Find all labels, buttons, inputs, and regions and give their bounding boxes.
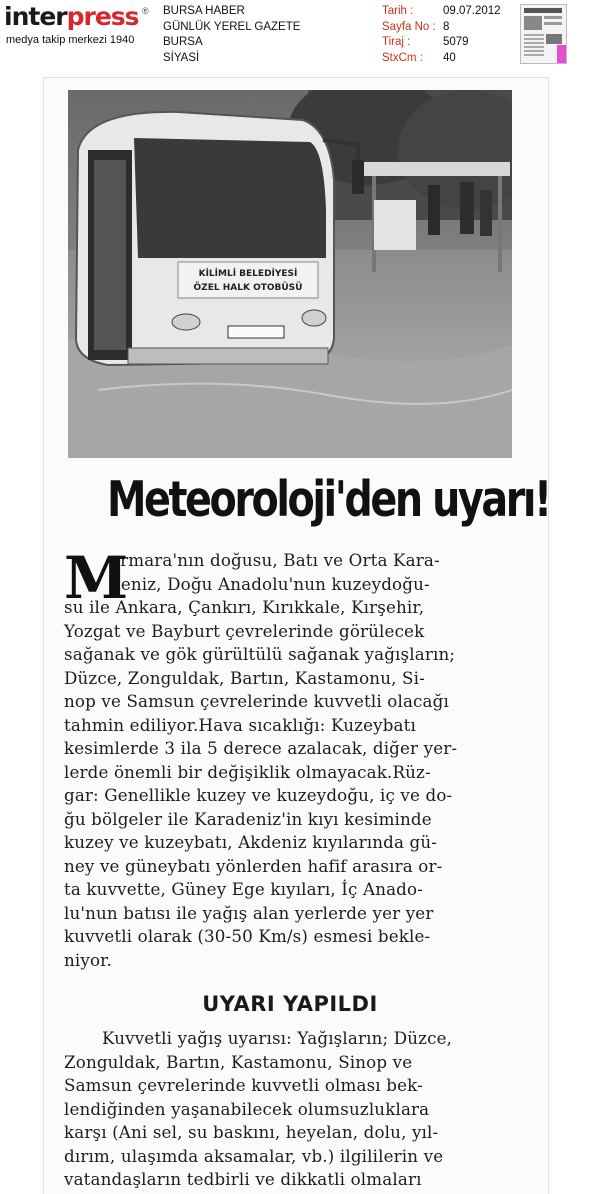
meta-labels	[382, 4, 436, 66]
date-label: Tarih :	[382, 5, 414, 17]
body-line: ta kuvvette, Güney Ege kıyıları, İç Anado-	[64, 879, 424, 899]
body-line: gar: Genellikle kuzey ve kuzeydoğu, iç ve do-	[64, 785, 453, 805]
logo-registered-mark: ®	[142, 6, 149, 16]
source-city: BURSA	[163, 36, 203, 48]
body-line: Kuvvetli yağış uyarısı: Yağışların; Düzce,	[102, 1028, 453, 1048]
headline: Meteoroloji'den uyarı!	[106, 471, 550, 528]
subheading: UYARI YAPILDI	[202, 992, 378, 1016]
page-no-label: Sayfa No :	[382, 20, 436, 33]
body-line: kuzey ve kuzeybatı, Akdeniz kıyılarında gü-	[64, 832, 438, 852]
article-body-continued	[64, 1027, 516, 1192]
body-line: kuvvetli olarak (30-50 Km/s) esmesi bekle-	[64, 926, 431, 946]
body-line: lu'nun batısı ile yağış alan yerlerde yer yer	[64, 902, 434, 923]
article-body	[64, 544, 516, 972]
body-line: deniz, Doğu Anadolu'nun kuzeydoğu-	[110, 573, 430, 594]
body-line: karşı (Ani sel, su baskını, heyelan, dolu, yıl-	[64, 1122, 439, 1142]
page-thumbnail[interactable]	[520, 4, 567, 64]
source-category: SİYASİ	[163, 51, 200, 64]
circulation-value: 5079	[443, 36, 469, 48]
logo-tagline: medya takip merkezi 1940	[6, 34, 135, 46]
body-line: tahmin ediliyor.Hava sıcaklığı: Kuzeybatı	[64, 714, 416, 735]
bus-sign-line1: KİLİMLİ BELEDİYESİ	[198, 269, 298, 279]
date-value: 09.07.2012	[443, 5, 501, 17]
body-line: lendiğinden yaşanabilecek olumsuzluklara	[64, 1098, 430, 1119]
body-line: vatandaşların tedbirli ve dikkatli olmaları	[64, 1169, 422, 1189]
drop-cap: M	[64, 544, 129, 612]
meta-values	[443, 4, 501, 66]
body-line: ğu bölgeler ile Karadeniz'in kıyı kesiminde	[64, 808, 432, 829]
body-line: Düzce, Zonguldak, Bartın, Kastamonu, Si-	[64, 667, 425, 688]
source-name: BURSA HABER	[163, 5, 245, 17]
body-line: su ile Ankara, Çankırı, Kırıkkale, Kırşehir,	[64, 597, 425, 617]
body-line: Zonguldak, Bartın, Kastamonu, Sinop ve	[64, 1051, 413, 1072]
stxcm-value: 40	[443, 51, 456, 64]
interpress-logo	[4, 2, 149, 48]
header	[0, 0, 590, 70]
body-line: dırım, ulaşımda aksamalar, vb.) ilgililerin ve	[64, 1145, 444, 1166]
body-line: ney ve güneybatı yönlerden hafif arasıra or-	[64, 855, 443, 876]
source-type: GÜNLÜK YEREL GAZETE	[163, 20, 301, 33]
body-line: Samsun çevrelerinde kuvvetli olması bek-	[64, 1075, 423, 1095]
circulation-label: Tiraj :	[382, 36, 411, 48]
body-line: sağanak ve gök gürültülü sağanak yağışların;	[64, 644, 456, 664]
stxcm-label: StxCm :	[382, 51, 423, 64]
body-line: kesimlerde 3 ila 5 derece azalacak, diğer yer-	[64, 738, 458, 758]
logo-wordmark: interpress	[4, 2, 139, 31]
body-line: Yozgat ve Bayburt çevrelerinde görülecek	[64, 620, 425, 641]
body-line: niyor.	[64, 949, 112, 970]
body-line: nop ve Samsun çevrelerinde kuvvetli olacağı	[64, 691, 449, 711]
body-line: lerde önemli bir değişiklik olmayacak.Rüz-	[64, 761, 431, 782]
page-no-value: 8	[443, 20, 450, 33]
bus-flood-photo	[68, 90, 512, 458]
bus-sign-line2: ÖZEL HALK OTOBÜSÜ	[193, 283, 303, 293]
source-info	[163, 4, 300, 66]
body-line: armara'nın doğusu, Batı ve Orta Kara-	[110, 550, 440, 570]
